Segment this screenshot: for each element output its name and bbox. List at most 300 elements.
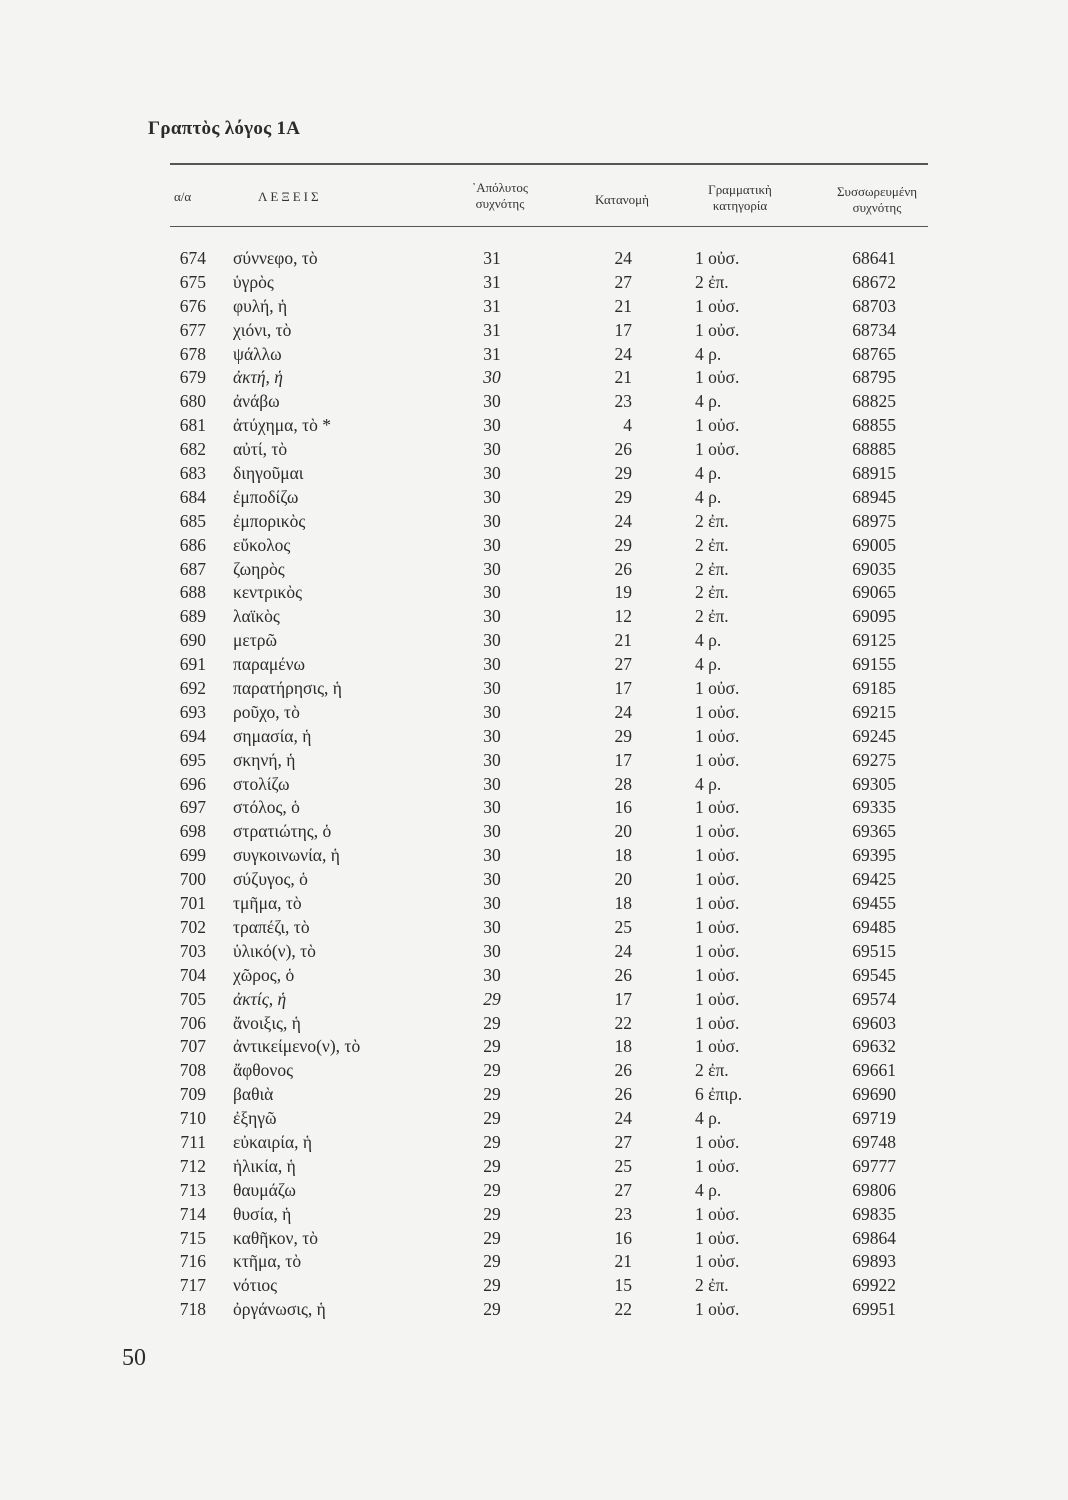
entry-word: διηγοῦμαι	[233, 463, 304, 484]
entry-abs-freq: 29	[483, 1036, 501, 1057]
entry-abs-freq: 30	[483, 797, 501, 818]
header-top-rule	[170, 163, 928, 165]
entry-cum-freq: 68915	[852, 463, 896, 484]
entry-word: ἄφθονος	[233, 1060, 293, 1081]
entry-cum-freq: 69951	[852, 1299, 896, 1320]
entry-cum-freq: 68795	[852, 367, 896, 388]
entry-grammar: 1 οὐσ.	[695, 1251, 740, 1272]
entry-grammar: 4 ρ.	[695, 486, 722, 507]
entry-distribution: 27	[614, 1179, 632, 1200]
entry-grammar: 1 οὐσ.	[695, 893, 740, 914]
entry-grammar: 4 ρ.	[695, 654, 722, 675]
table-row	[0, 941, 1068, 965]
table-row	[0, 630, 1068, 654]
entry-grammar: 1 οὐσ.	[695, 988, 740, 1009]
entry-grammar: 2 ἐπ.	[695, 510, 729, 531]
entry-number: 705	[179, 988, 206, 1009]
entry-number: 696	[179, 773, 206, 794]
entry-number: 700	[179, 869, 206, 890]
header-abs-freq-line2: συχνότης	[475, 196, 525, 211]
entry-number: 712	[179, 1155, 206, 1176]
entry-grammar: 4 ρ.	[695, 343, 722, 364]
entry-word: σύννεφο, τὸ	[233, 248, 318, 268]
table-row	[0, 463, 1068, 487]
entry-number: 689	[179, 606, 206, 627]
header-distribution: Κατανομὴ	[595, 192, 649, 207]
entry-number: 693	[179, 701, 206, 722]
entry-grammar: 2 ἐπ.	[695, 271, 729, 292]
entry-word: βαθιὰ	[233, 1084, 274, 1105]
entry-grammar: 1 οὐσ.	[695, 725, 740, 746]
entry-word: εὐκαιρία, ἡ	[233, 1131, 313, 1152]
table-row	[0, 1084, 1068, 1108]
entry-grammar: 4 ρ.	[695, 773, 722, 794]
entry-distribution: 26	[614, 1060, 632, 1081]
entry-grammar: 1 οὐσ.	[695, 678, 740, 699]
table-row	[0, 391, 1068, 415]
entry-number: 685	[179, 510, 206, 531]
entry-abs-freq: 30	[483, 463, 501, 484]
entry-abs-freq: 30	[483, 582, 501, 603]
table-row	[0, 989, 1068, 1013]
entry-distribution: 24	[614, 510, 632, 531]
entry-number: 677	[179, 319, 206, 340]
table-row	[0, 654, 1068, 678]
entry-grammar: 1 οὐσ.	[695, 749, 740, 770]
entry-grammar: 2 ἐπ.	[695, 606, 729, 627]
entry-word: ζωηρὸς	[233, 558, 285, 579]
table-row	[0, 1251, 1068, 1275]
entry-abs-freq: 30	[483, 916, 501, 937]
entry-grammar: 1 οὐσ.	[695, 1131, 740, 1152]
table-row	[0, 582, 1068, 606]
entry-number: 704	[179, 964, 206, 985]
entry-number: 698	[179, 821, 206, 842]
entry-number: 699	[179, 845, 206, 866]
entry-distribution: 24	[614, 343, 632, 364]
header-bottom-rule	[170, 226, 928, 227]
entry-cum-freq: 68885	[852, 439, 896, 460]
table-row	[0, 1180, 1068, 1204]
entry-number: 718	[179, 1299, 206, 1320]
entry-grammar: 1 οὐσ.	[695, 797, 740, 818]
entry-grammar: 2 ἐπ.	[695, 1060, 729, 1081]
entry-cum-freq: 68945	[852, 486, 896, 507]
table-row	[0, 774, 1068, 798]
header-words: ΛΕΞΕΙΣ	[258, 189, 322, 204]
table-row	[0, 606, 1068, 630]
entry-number: 684	[179, 486, 206, 507]
entry-abs-freq: 29	[483, 1227, 501, 1248]
entry-abs-freq: 29	[483, 1060, 501, 1081]
entry-word: κτῆμα, τὸ	[233, 1251, 302, 1272]
entry-word: χῶρος, ὁ	[233, 964, 295, 985]
table-row	[0, 1228, 1068, 1252]
table-row	[0, 1156, 1068, 1180]
entry-grammar: 2 ἐπ.	[695, 1275, 729, 1296]
entry-number: 713	[179, 1179, 206, 1200]
entry-number: 674	[179, 248, 206, 268]
entry-number: 717	[179, 1275, 206, 1296]
entry-grammar: 4 ρ.	[695, 1108, 722, 1129]
header-cum-freq-line2: συχνότης	[852, 200, 902, 215]
entry-word: ἀτύχημα, τὸ *	[233, 415, 331, 436]
entry-abs-freq: 30	[483, 510, 501, 531]
entry-grammar: 2 ἐπ.	[695, 582, 729, 603]
entry-word: φυλή, ἡ	[233, 295, 288, 316]
entry-grammar: 1 οὐσ.	[695, 845, 740, 866]
entry-abs-freq: 31	[483, 343, 501, 364]
entry-number: 714	[179, 1203, 206, 1224]
entry-abs-freq: 30	[483, 391, 501, 412]
entry-grammar: 1 οὐσ.	[695, 964, 740, 985]
entry-cum-freq: 69305	[852, 773, 896, 794]
entry-distribution: 24	[614, 701, 632, 722]
entry-word: ἄνοιξις, ἡ	[233, 1012, 301, 1033]
frequency-table	[0, 248, 1068, 1323]
entry-number: 708	[179, 1060, 206, 1081]
entry-word: στρατιώτης, ὁ	[233, 821, 332, 842]
entry-abs-freq: 30	[483, 701, 501, 722]
entry-word: ἀκτή, ἡ	[233, 367, 283, 388]
entry-cum-freq: 69603	[852, 1012, 896, 1033]
entry-distribution: 16	[614, 797, 632, 818]
entry-abs-freq: 29	[483, 1155, 501, 1176]
entry-number: 707	[179, 1036, 206, 1057]
entry-cum-freq: 69515	[852, 940, 896, 961]
entry-grammar: 2 ἐπ.	[695, 534, 729, 555]
entry-number: 715	[179, 1227, 206, 1248]
entry-number: 681	[179, 415, 206, 436]
entry-distribution: 27	[614, 1131, 632, 1152]
entry-abs-freq: 30	[483, 749, 501, 770]
entry-number: 680	[179, 391, 206, 412]
entry-word: ὀργάνωσις, ἡ	[233, 1299, 326, 1320]
entry-distribution: 21	[614, 367, 632, 388]
entry-cum-freq: 69748	[852, 1131, 896, 1152]
entry-grammar: 1 οὐσ.	[695, 869, 740, 890]
entry-cum-freq: 69065	[852, 582, 896, 603]
entry-grammar: 4 ρ.	[695, 463, 722, 484]
entry-cum-freq: 69335	[852, 797, 896, 818]
entry-cum-freq: 69806	[852, 1179, 896, 1200]
entry-number: 697	[179, 797, 206, 818]
entry-number: 702	[179, 916, 206, 937]
entry-distribution: 29	[614, 486, 632, 507]
table-row	[0, 487, 1068, 511]
entry-word: ἀκτίς, ἡ	[233, 988, 287, 1009]
entry-cum-freq: 69275	[852, 749, 896, 770]
header-abs-freq	[450, 180, 550, 212]
entry-word: αὐτί, τὸ	[233, 439, 288, 460]
entry-cum-freq: 68825	[852, 391, 896, 412]
entry-grammar: 1 οὐσ.	[695, 1155, 740, 1176]
entry-distribution: 24	[614, 1108, 632, 1129]
entry-word: συγκοινωνία, ἡ	[233, 845, 340, 866]
entry-word: παραμένω	[233, 654, 306, 675]
entry-abs-freq: 30	[483, 606, 501, 627]
entry-grammar: 4 ρ.	[695, 1179, 722, 1200]
entry-word: στόλος, ὁ	[233, 797, 300, 818]
header-cum-freq-line1: Συσσωρευμένη	[836, 184, 918, 199]
entry-cum-freq: 69545	[852, 964, 896, 985]
table-row	[0, 559, 1068, 583]
entry-distribution: 27	[614, 654, 632, 675]
entry-cum-freq: 69835	[852, 1203, 896, 1224]
entry-abs-freq: 30	[483, 630, 501, 651]
table-row	[0, 1060, 1068, 1084]
entry-word: ἐμπορικὸς	[233, 510, 306, 531]
entry-number: 703	[179, 940, 206, 961]
entry-distribution: 24	[614, 940, 632, 961]
entry-grammar: 1 οὐσ.	[695, 439, 740, 460]
header-abs-freq-line1: ᾿Απόλυτος	[471, 180, 529, 195]
entry-grammar: 1 οὐσ.	[695, 916, 740, 937]
header-grammar-line1: Γραμματικὴ	[708, 182, 772, 197]
header-grammar	[690, 182, 790, 214]
entry-cum-freq: 69395	[852, 845, 896, 866]
entry-cum-freq: 69632	[852, 1036, 896, 1057]
entry-cum-freq: 69155	[852, 654, 896, 675]
entry-number: 683	[179, 463, 206, 484]
entry-cum-freq: 68641	[852, 248, 896, 268]
entry-cum-freq: 69922	[852, 1275, 896, 1296]
entry-distribution: 17	[614, 749, 632, 770]
entry-distribution: 18	[614, 893, 632, 914]
entry-distribution: 16	[614, 1227, 632, 1248]
entry-word: σύζυγος, ὁ	[233, 869, 308, 890]
entry-abs-freq: 30	[483, 725, 501, 746]
entry-grammar: 6 ἐπιρ.	[695, 1084, 743, 1105]
header-grammar-line2: κατηγορία	[712, 198, 768, 213]
entry-distribution: 20	[614, 821, 632, 842]
entry-word: ἀνάβω	[233, 391, 280, 412]
entry-grammar: 1 οὐσ.	[695, 701, 740, 722]
table-row	[0, 439, 1068, 463]
entry-distribution: 23	[614, 1203, 632, 1224]
table-row	[0, 248, 1068, 272]
entry-abs-freq: 31	[483, 319, 501, 340]
entry-abs-freq: 30	[483, 773, 501, 794]
entry-grammar: 1 οὐσ.	[695, 367, 740, 388]
entry-distribution: 17	[614, 988, 632, 1009]
entry-distribution: 29	[614, 725, 632, 746]
entry-abs-freq: 30	[483, 439, 501, 460]
entry-number: 716	[179, 1251, 206, 1272]
entry-cum-freq: 69365	[852, 821, 896, 842]
entry-number: 678	[179, 343, 206, 364]
entry-number: 692	[179, 678, 206, 699]
entry-word: παρατήρησις, ἡ	[233, 678, 342, 699]
entry-abs-freq: 30	[483, 845, 501, 866]
entry-distribution: 26	[614, 964, 632, 985]
entry-grammar: 1 οὐσ.	[695, 1299, 740, 1320]
entry-word: χιόνι, τὸ	[233, 319, 292, 340]
entry-number: 709	[179, 1084, 206, 1105]
entry-number: 676	[179, 295, 206, 316]
entry-word: θυσία, ἡ	[233, 1203, 292, 1224]
entry-distribution: 28	[614, 773, 632, 794]
entry-cum-freq: 69485	[852, 916, 896, 937]
entry-number: 687	[179, 558, 206, 579]
entry-abs-freq: 30	[483, 558, 501, 579]
entry-grammar: 1 οὐσ.	[695, 1203, 740, 1224]
entry-word: ἀντικείμενο(ν), τὸ	[233, 1036, 361, 1057]
entry-abs-freq: 30	[483, 964, 501, 985]
entry-abs-freq: 30	[483, 415, 501, 436]
entry-word: ἐξηγῶ	[233, 1108, 277, 1129]
entry-distribution: 29	[614, 534, 632, 555]
entry-number: 711	[180, 1131, 206, 1152]
table-row	[0, 1275, 1068, 1299]
entry-cum-freq: 69661	[852, 1060, 896, 1081]
table-row	[0, 845, 1068, 869]
table-row	[0, 1132, 1068, 1156]
entry-grammar: 1 οὐσ.	[695, 1036, 740, 1057]
entry-word: ἡλικία, ἡ	[233, 1155, 296, 1176]
entry-word: εὔκολος	[233, 534, 291, 555]
table-row	[0, 726, 1068, 750]
entry-distribution: 4	[623, 415, 632, 436]
entry-distribution: 19	[614, 582, 632, 603]
entry-cum-freq: 68672	[852, 271, 896, 292]
entry-number: 679	[179, 367, 206, 388]
table-row	[0, 320, 1068, 344]
entry-grammar: 1 οὐσ.	[695, 1227, 740, 1248]
entry-cum-freq: 69455	[852, 893, 896, 914]
entry-word: μετρῶ	[233, 630, 278, 651]
entry-number: 706	[179, 1012, 206, 1033]
entry-number: 675	[179, 271, 206, 292]
entry-distribution: 26	[614, 558, 632, 579]
entry-word: καθῆκον, τὸ	[233, 1227, 318, 1248]
entry-cum-freq: 69574	[852, 988, 896, 1009]
entry-number: 686	[179, 534, 206, 555]
page-title: Γραπτὸς λόγος 1Α	[148, 118, 301, 139]
entry-number: 694	[179, 725, 206, 746]
table-row	[0, 415, 1068, 439]
entry-abs-freq: 31	[483, 271, 501, 292]
table-row	[0, 1108, 1068, 1132]
entry-grammar: 1 οὐσ.	[695, 415, 740, 436]
entry-distribution: 24	[614, 248, 632, 268]
entry-cum-freq: 69777	[852, 1155, 896, 1176]
table-row	[0, 821, 1068, 845]
entry-distribution: 25	[614, 1155, 632, 1176]
table-row	[0, 893, 1068, 917]
entry-distribution: 20	[614, 869, 632, 890]
entry-cum-freq: 69864	[852, 1227, 896, 1248]
entry-cum-freq: 68975	[852, 510, 896, 531]
entry-number: 682	[179, 439, 206, 460]
entry-abs-freq: 29	[483, 1275, 501, 1296]
entry-cum-freq: 69245	[852, 725, 896, 746]
entry-grammar: 4 ρ.	[695, 630, 722, 651]
entry-word: τμῆμα, τὸ	[233, 893, 302, 914]
entry-number: 688	[179, 582, 206, 603]
entry-abs-freq: 30	[483, 940, 501, 961]
entry-word: ὑγρὸς	[233, 271, 274, 292]
entry-grammar: 1 οὐσ.	[695, 295, 740, 316]
entry-grammar: 2 ἐπ.	[695, 558, 729, 579]
entry-cum-freq: 68703	[852, 295, 896, 316]
table-row	[0, 535, 1068, 559]
entry-cum-freq: 69005	[852, 534, 896, 555]
entry-cum-freq: 68765	[852, 343, 896, 364]
entry-number: 695	[179, 749, 206, 770]
entry-abs-freq: 30	[483, 893, 501, 914]
entry-distribution: 21	[614, 630, 632, 651]
table-row	[0, 344, 1068, 368]
entry-distribution: 17	[614, 678, 632, 699]
entry-number: 691	[179, 654, 206, 675]
entry-abs-freq: 29	[483, 988, 501, 1009]
entry-word: νότιος	[233, 1275, 278, 1296]
entry-grammar: 1 οὐσ.	[695, 940, 740, 961]
entry-grammar: 1 οὐσ.	[695, 1012, 740, 1033]
entry-word: σκηνή, ἡ	[233, 749, 296, 770]
entry-word: κεντρικὸς	[233, 582, 303, 603]
page-number: 50	[122, 1345, 146, 1371]
entry-distribution: 21	[614, 1251, 632, 1272]
entry-abs-freq: 29	[483, 1012, 501, 1033]
entry-abs-freq: 30	[483, 678, 501, 699]
table-row	[0, 797, 1068, 821]
table-row	[0, 702, 1068, 726]
entry-abs-freq: 29	[483, 1251, 501, 1272]
entry-distribution: 22	[614, 1012, 632, 1033]
entry-word: ροῦχο, τὸ	[233, 701, 300, 722]
entry-cum-freq: 69425	[852, 869, 896, 890]
entry-word: λαϊκὸς	[233, 606, 280, 627]
entry-cum-freq: 69215	[852, 701, 896, 722]
entry-abs-freq: 30	[483, 534, 501, 555]
entry-distribution: 17	[614, 319, 632, 340]
entry-abs-freq: 30	[483, 367, 501, 388]
entry-word: τραπέζι, τὸ	[233, 916, 310, 937]
entry-grammar: 1 οὐσ.	[695, 319, 740, 340]
table-row	[0, 1013, 1068, 1037]
entry-word: σημασία, ἡ	[233, 725, 312, 746]
entry-number: 701	[179, 893, 206, 914]
table-row	[0, 511, 1068, 535]
table-row	[0, 1299, 1068, 1323]
table-row	[0, 750, 1068, 774]
entry-grammar: 1 οὐσ.	[695, 248, 740, 268]
header-aa: α/α	[174, 189, 192, 204]
entry-abs-freq: 30	[483, 821, 501, 842]
table-row	[0, 678, 1068, 702]
table-row	[0, 1036, 1068, 1060]
entry-cum-freq: 68855	[852, 415, 896, 436]
entry-distribution: 29	[614, 463, 632, 484]
entry-cum-freq: 69035	[852, 558, 896, 579]
entry-abs-freq: 29	[483, 1179, 501, 1200]
entry-cum-freq: 69125	[852, 630, 896, 651]
entry-distribution: 18	[614, 1036, 632, 1057]
header-cum-freq	[820, 184, 934, 216]
entry-distribution: 26	[614, 1084, 632, 1105]
table-row	[0, 965, 1068, 989]
entry-distribution: 25	[614, 916, 632, 937]
table-row	[0, 272, 1068, 296]
table-row	[0, 917, 1068, 941]
table-row	[0, 869, 1068, 893]
entry-distribution: 22	[614, 1299, 632, 1320]
entry-word: ὑλικό(ν), τὸ	[233, 940, 316, 961]
entry-distribution: 18	[614, 845, 632, 866]
entry-abs-freq: 30	[483, 486, 501, 507]
